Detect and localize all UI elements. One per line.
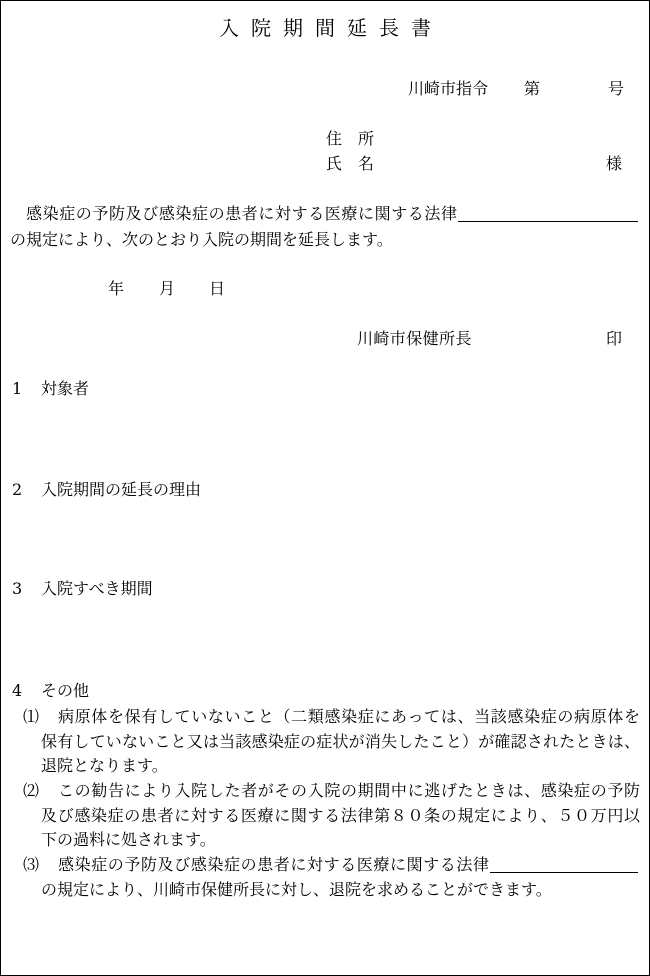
section-label: 入院すべき期間 [41,579,153,598]
seal-mark: 印 [606,329,623,348]
note-line: 退院となります。 [41,756,168,775]
note-number: ⑵ [23,781,40,800]
law-name-blank-line [490,856,638,873]
note-number: ⑶ [23,855,40,874]
note-line-text: 感染症の予防及び感染症の患者に対する医療に関する法律 [58,855,490,874]
note-line: 保有していないこと又は当該感染症の症状が消失したこと）が確認されたときは、 [41,732,640,751]
date-year-label: 年 [108,279,125,298]
date-day-label: 日 [209,279,226,298]
issuer-name: 川崎市保健所長 [357,329,472,348]
section-label: 対象者 [41,379,90,398]
section-number: 2 [12,480,23,499]
intro-line-1-text: 感染症の予防及び感染症の患者に対する医療に関する法律 [26,204,458,223]
date-month-label: 月 [159,279,176,298]
section-number: 4 [12,681,23,700]
note-line: 下の過料に処されます。 [41,830,216,849]
order-number-prefix: 川崎市指令 [408,79,489,98]
section-number: 3 [12,579,23,598]
note-line: の規定により、川崎市保健所長に対し、退院を求めることができます。 [41,880,552,899]
name-label: 氏 名 [326,154,375,173]
address-label: 住 所 [326,129,375,148]
intro-line-1 [26,206,638,222]
order-number-go: 号 [608,79,625,98]
note-line: 及び感染症の患者に対する医療に関する法律第８０条の規定により、５０万円以 [41,806,640,825]
note-number: ⑴ [23,707,40,726]
intro-line-2: の規定により、次のとおり入院の期間を延長します。 [10,230,393,249]
section-label: 入院期間の延長の理由 [41,480,202,499]
honorific-sama: 様 [606,154,623,173]
document-title: 入院期間延長書 [219,16,443,40]
section-number: 1 [12,379,23,398]
section-label: その他 [41,681,90,700]
note-line [58,857,638,873]
note-line: 病原体を保有していないこと（二類感染症にあっては、当該感染症の病原体を [58,707,640,726]
law-name-blank-line [458,205,638,222]
note-line: この勧告により入院した者がその入院の期間中に逃げたときは、感染症の予防 [58,781,640,800]
order-number-dai: 第 [524,79,541,98]
